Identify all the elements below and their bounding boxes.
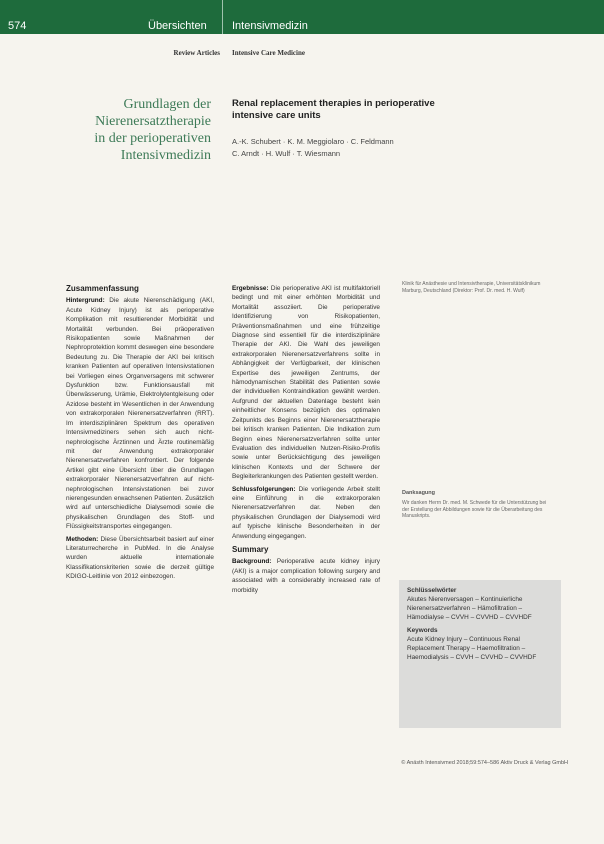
- background-label: Hintergrund:: [66, 297, 105, 305]
- background-paragraph: [66, 296, 214, 531]
- title-english: [232, 98, 532, 122]
- conclusions-paragraph: [232, 485, 380, 541]
- author-line: A.-K. Schubert · K. M. Meggiolaro · C. Feldmann: [232, 137, 394, 146]
- methods-text: Diese Übersichtsarbeit basiert auf einer Literaturrecherche in PubMed. In die Analyse wurden aktuelle internationale Klassifikationskriterien sowie die derzeit gültige KDIGO-Leitlinie von 2012 einbezogen.: [66, 535, 215, 581]
- methods-label: Methoden:: [66, 535, 99, 543]
- background-text: Die akute Nierenschädigung (AKI, Acute Kidney Injury) ist als perioperative Komplikation mit resultierender Morbidität und Mortalität verbunden. Bei präoperativen Risikopatienten sowie Maßnahmen der Nephroprotektion kommt deswegen eine besondere Bedeutung zu. Die Therapie der AKI bei kritisch kranken Patienten auf operativen Intensivstationen bei Vorliegen eines Organversagens mit schwerer Dysfunktion bzw. Funktionsausfall mit Überwässerung, Urämie, Elektrolytentgleisung oder Azidose besteht im Wesentlichen in der Anwendung von extrakorporalen Nierenersatzverfahren (RRT). Im interdisziplinären Spektrum des operativen Intensivmediziners sehen sich auch nicht-nephrologische Ärztinnen und Ärzte routinemäßig mit der Anwendung extrakorporaler Nierenersatzverfahren konfrontiert. Der folgende Artikel gibt eine Übersicht über die Grundlagen extrakorporaler Nierenersatzverfahren auf nicht-nephrologischen Intensivstationen bei zuvor nierengesunden erwachsenen Patienten. Zusätzlich wird auf unterschiedliche Dialysemodi sowie die physikalischen Grundlagen des Stoff- und Flüssigkeitstransportes eingegangen.: [66, 297, 214, 531]
- summary-heading-de: Zusammenfassung: [66, 284, 139, 293]
- title-de-line: Grundlagen der: [123, 97, 211, 112]
- keywords-text-de: Akutes Nierenversagen – Kontinuierliche Nierenersatzverfahren – Hämofiltration – Hämodialyse – CVVH – CVVHD – CVVHDF: [407, 596, 532, 621]
- acknowledgement-text: Wir danken Herrn Dr. med. M. Schwede für die Unterstützung bei der Erstellung der Abbildungen sowie für die Überarbeitung des Manuskripts.: [402, 500, 547, 520]
- keywords-heading-de: Schlüsselwörter: [407, 587, 457, 594]
- header-bar: [0, 0, 604, 34]
- section-label-de: Übersichten: [148, 20, 207, 32]
- title-en-line: Renal replacement therapies in perioperative: [232, 98, 435, 109]
- abstract-column-1: [66, 284, 214, 585]
- header-divider: [222, 0, 223, 34]
- keywords-box: [399, 580, 561, 728]
- results-paragraph: [232, 284, 380, 482]
- english-background-label: Background:: [232, 558, 272, 566]
- results-text: Die perioperative AKI ist multifaktoriell bedingt und mit einer erhöhten Morbidität und Mortalität assoziiert. Die perioperative Identifizierung von Risikopatienten, Präventionsmaßnahmen und eine frühzeitige Diagnose sind essentiell für die interdisziplinäre Therapie der AKI. Die Wahl des jeweiligen extrakorporalen Nierenersatzverfahrens sollte in Abhängigkeit der Verfügbarkeit, der klinischen Expertise des jeweiligen Zentrums, der hämodynamischen Stabilität des Patienten sowie der individuellen Kontraindikation gewählt werden. Aufgrund der aktuellen Datenlage besteht kein einheitlicher Konsens bezüglich des optimalen Zeitpunkts des Beginns einer Nierenersatztherapie bei kritisch kranken Patienten. Die Indikation zum Beginn eines Nierenersatzverfahren sollte unter Evaluation des individuellen Nutzen-Risiko-Profils sowie unter Berücksichtigung des jeweiligen klinischen Kontexts und der Schwere der Begleiterkrankungen des Patienten gestellt werden.: [232, 285, 380, 481]
- title-de-line: Intensivmedizin: [120, 148, 211, 163]
- title-german: [11, 96, 211, 164]
- summary-heading-en: Summary: [232, 544, 269, 554]
- author-list: [232, 136, 482, 160]
- english-background-text: Perioperative acute kidney injury (AKI) is a major complication following surgery and associated with a considerably increased rate of morbidity: [232, 558, 380, 594]
- page-number: 574: [8, 20, 27, 32]
- conclusions-label: Schlussfolgerungen:: [232, 485, 296, 493]
- author-line: C. Arndt · H. Wulf · T. Wiesmann: [232, 149, 341, 158]
- intensive-care-label: Intensive Care Medicine: [232, 49, 305, 57]
- methods-paragraph: [66, 535, 214, 582]
- results-label: Ergebnisse:: [232, 285, 269, 292]
- english-background-paragraph: [232, 557, 380, 595]
- section-label-en: Intensivmedizin: [232, 20, 308, 32]
- review-articles-label: Review Articles: [173, 49, 220, 57]
- keywords-text-en: Acute Kidney Injury – Continuous Renal Replacement Therapy – Haemofiltration – Haemodialysis – CVVH – CVVHD – CVVHDF: [407, 636, 537, 661]
- keywords-heading-en: Keywords: [407, 627, 438, 634]
- title-de-line: in der perioperativen: [94, 131, 211, 146]
- affiliation: Klinik für Anästhesie und Intensivtherapie, Universitätsklinikum Marburg, Deutschland (Direktor: Prof. Dr. med. H. Wulf): [402, 281, 541, 294]
- acknowledgement-heading: Danksagung: [402, 490, 436, 496]
- title-de-line: Nierenersatztherapie: [95, 114, 211, 129]
- title-en-line: intensive care units: [232, 110, 321, 121]
- conclusions-text: Die vorliegende Arbeit stellt eine Einführung in die extrakorporalen Nierenersatzverfahren dar. Neben den physikalischen Grundlagen der Dialysemodi wird auf typische klinische Besonderheiten in der Anwendung eingegangen.: [232, 485, 380, 540]
- abstract-column-2: [232, 284, 380, 598]
- copyright-footer: © Anästh Intensivmed 2018;59:574–586 Aktiv Druck & Verlag GmbH: [401, 760, 568, 766]
